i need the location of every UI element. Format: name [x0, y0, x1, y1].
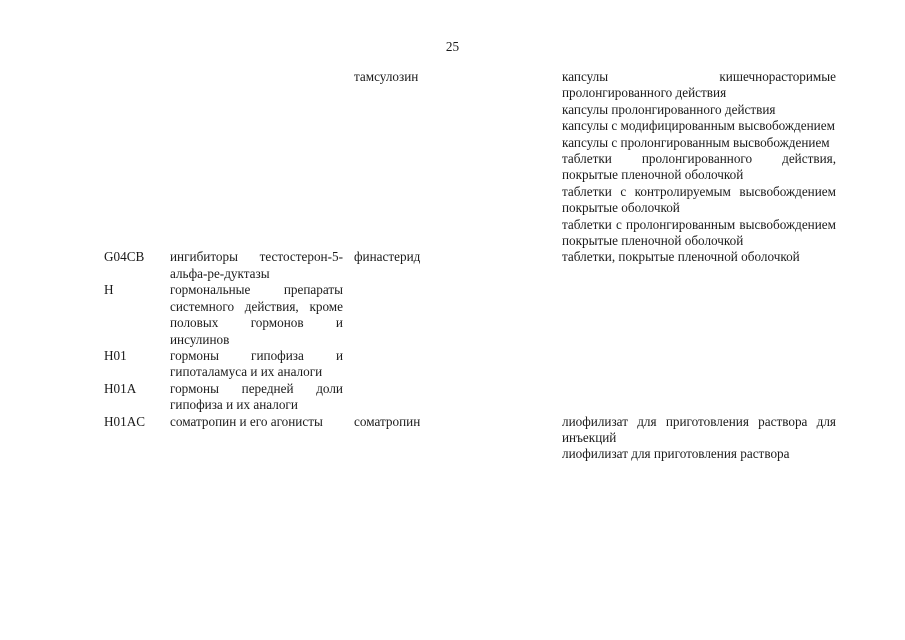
- dosage-forms: [562, 249, 836, 282]
- table-row: [104, 249, 836, 282]
- dosage-forms: [562, 414, 836, 463]
- dosage-form: лиофилизат для приготовления раствора для инъекций: [562, 413, 836, 445]
- dosage-form: таблетки, покрытые пленочной оболочкой: [562, 249, 800, 265]
- atc-code: [104, 69, 170, 249]
- drug-name: [347, 348, 562, 381]
- atc-group: гормоны гипофиза и гипоталамуса и их аналоги: [170, 347, 343, 380]
- table-row: [104, 348, 836, 381]
- atc-group: [170, 69, 347, 249]
- page-number: 25: [445, 39, 460, 54]
- drug-name: финастерид: [354, 249, 421, 265]
- dosage-form: лиофилизат для приготовления раствора: [562, 446, 790, 462]
- atc-code: H01AC: [104, 413, 146, 429]
- drug-table: [104, 69, 836, 463]
- table-row: [104, 414, 836, 463]
- atc-code: H01: [104, 347, 127, 363]
- dosage-forms: [562, 69, 836, 249]
- atc-code: G04CB: [104, 249, 145, 265]
- atc-code: H01A: [104, 380, 137, 396]
- drug-name: тамсулозин: [354, 69, 419, 84]
- dosage-forms: [562, 381, 836, 414]
- drug-name: [347, 282, 562, 348]
- dosage-form: капсулы кишечнорасторимые пролонгированного действия: [562, 69, 836, 101]
- dosage-form: таблетки с пролонгированным высвобождением покрытые пленочной оболочкой: [562, 216, 836, 249]
- atc-group: соматропин и его агонисты: [170, 413, 323, 429]
- drug-name: [347, 381, 562, 414]
- atc-code: H: [104, 282, 114, 298]
- dosage-form: капсулы пролонгированного действия: [562, 101, 776, 117]
- table-row: [104, 282, 836, 348]
- drug-name: соматропин: [354, 413, 421, 429]
- atc-group: гормоны передней доли гипофиза и их аналоги: [170, 380, 343, 413]
- atc-group: гормональные препараты системного действия, кроме половых гормонов и инсулинов: [170, 282, 343, 347]
- atc-group: ингибиторы тестостерон-5-альфа-ре-дуктазы: [170, 249, 343, 281]
- dosage-forms: [562, 282, 836, 348]
- table-row: [104, 381, 836, 414]
- dosage-form: таблетки с контролируемым высвобождением покрытые оболочкой: [562, 183, 836, 216]
- table-row: [104, 69, 836, 249]
- dosage-forms: [562, 348, 836, 381]
- dosage-form: таблетки пролонгированного действия, покрытые пленочной оболочкой: [562, 151, 836, 183]
- dosage-form: капсулы с пролонгированным высвобождением: [562, 134, 830, 150]
- dosage-form: капсулы с модифицированным высвобождением: [562, 118, 835, 134]
